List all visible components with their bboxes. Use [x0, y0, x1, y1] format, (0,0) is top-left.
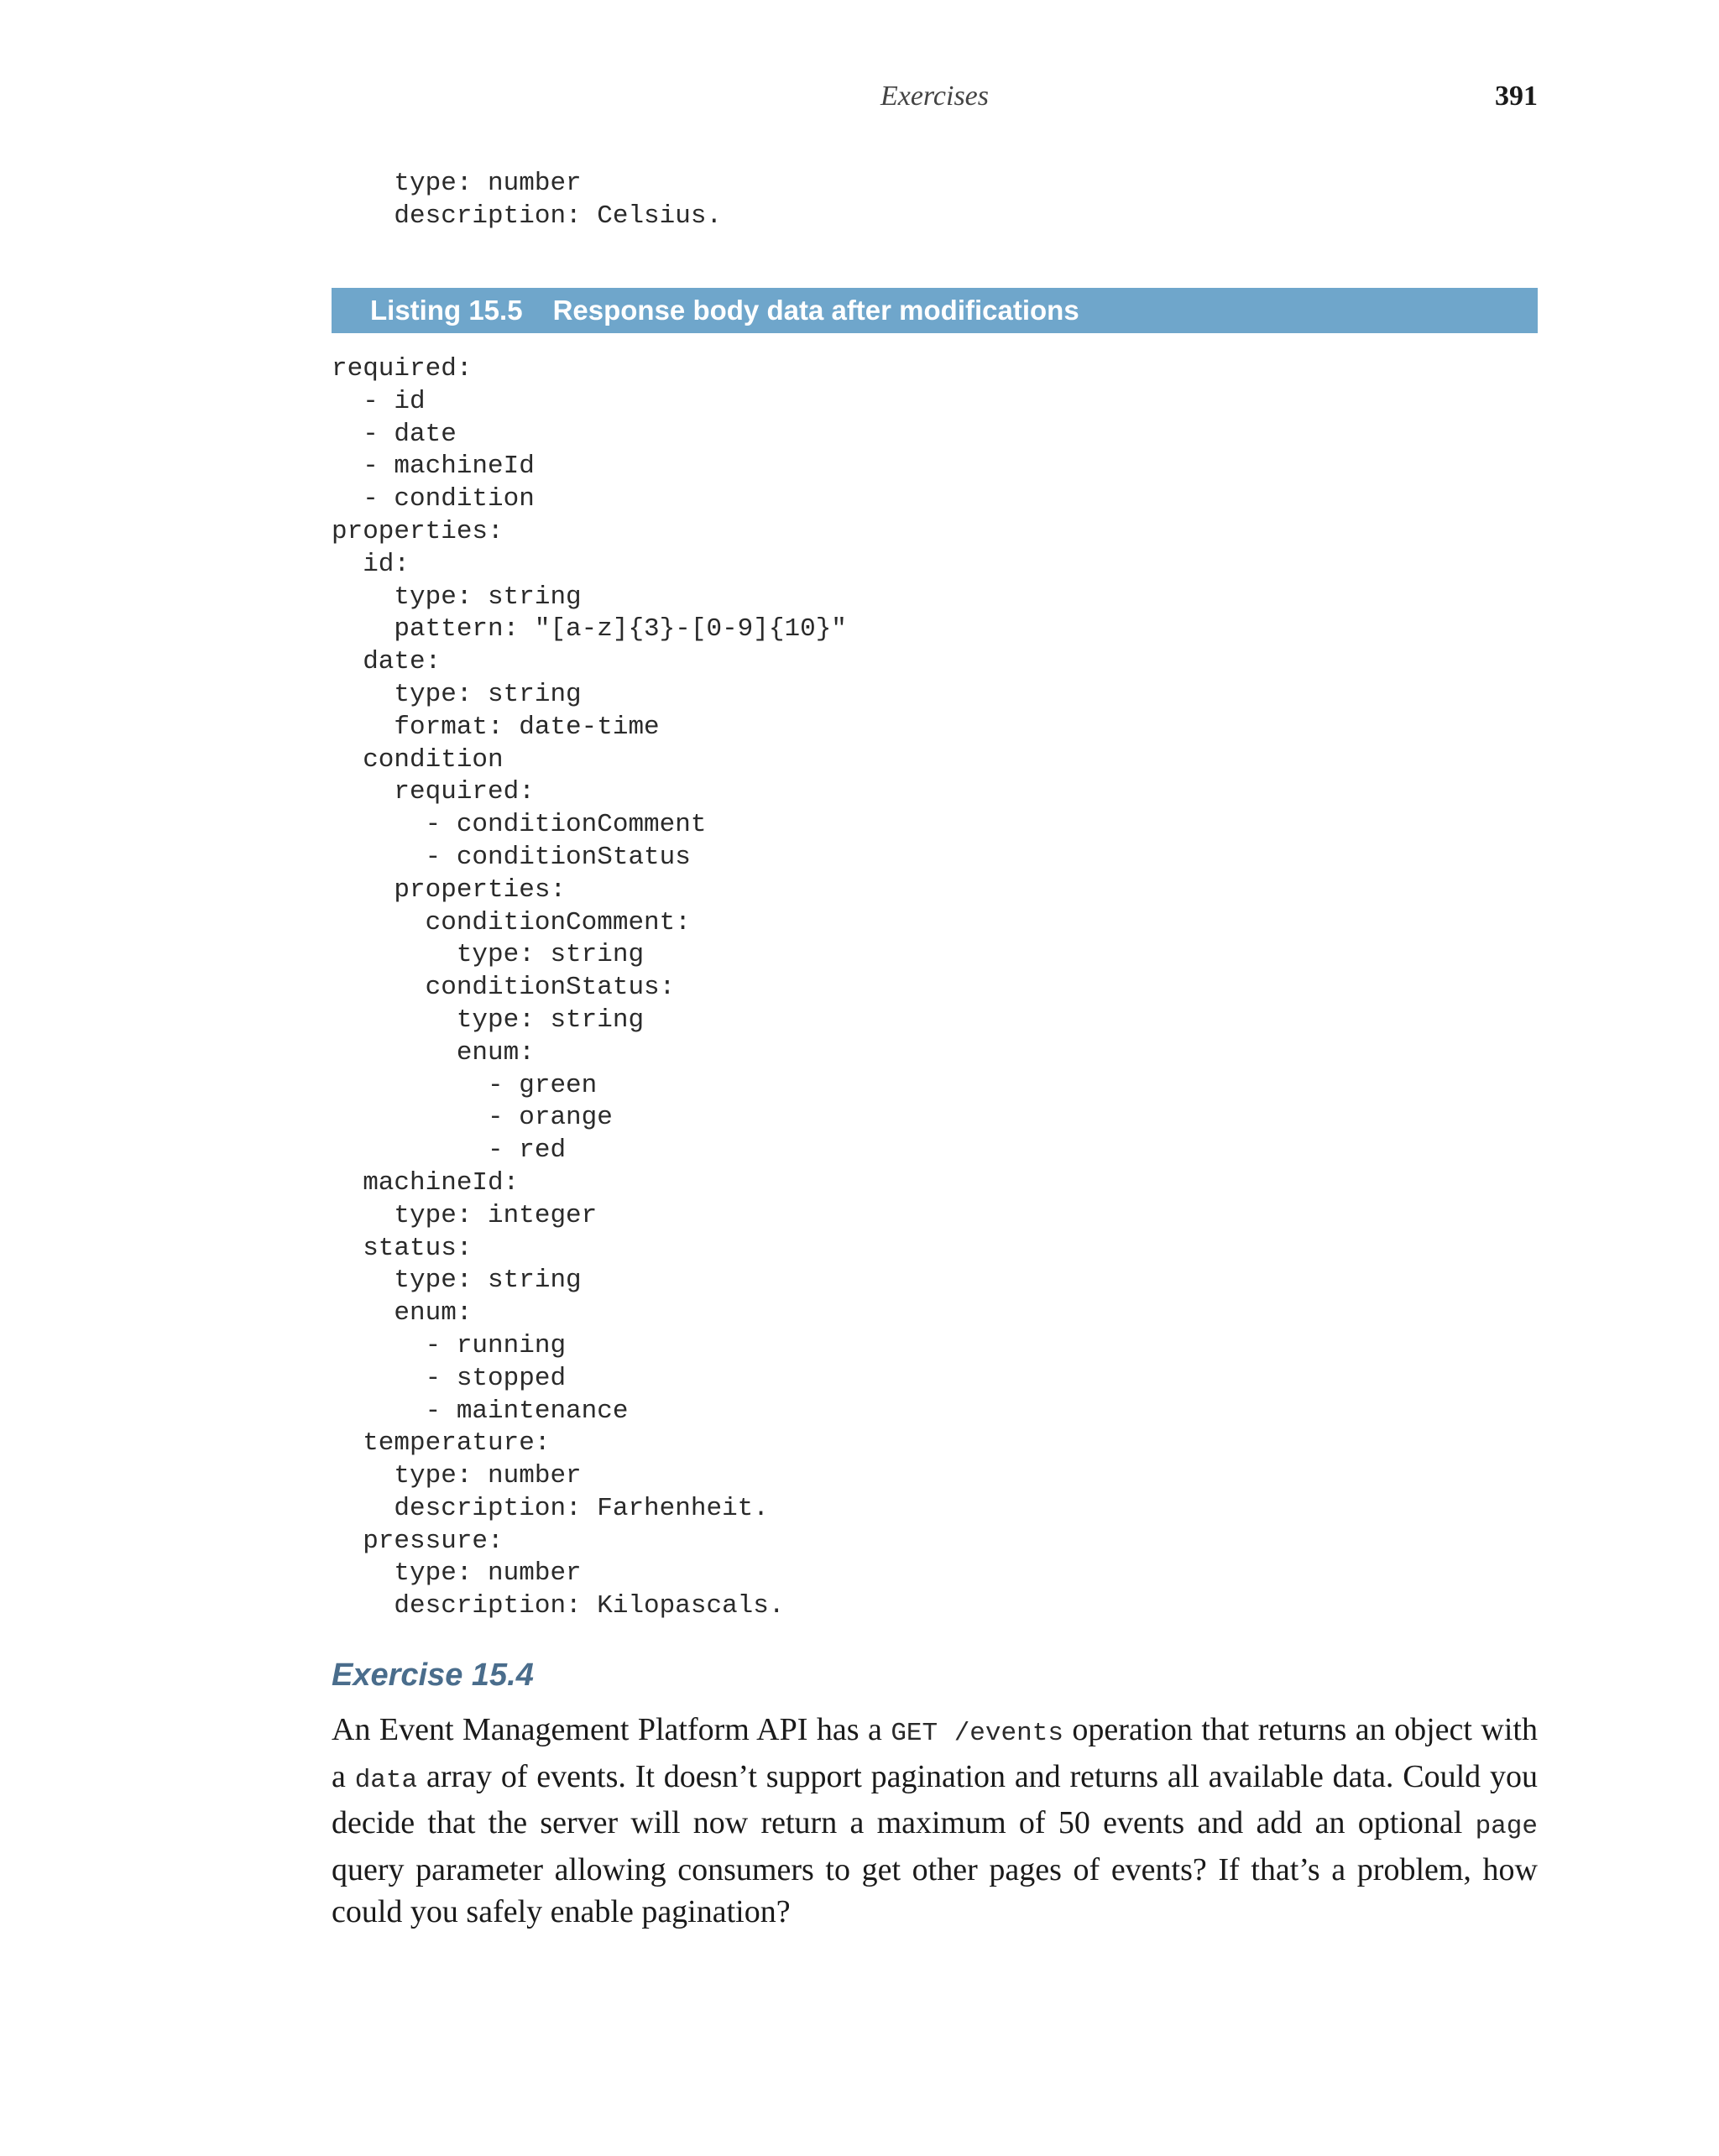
listing-number: Listing 15.5 — [370, 295, 523, 326]
exercise-heading: Exercise 15.4 — [332, 1657, 534, 1693]
listing-code: required: - id - date - machineId - condition properties: id: type: string pattern: "[a-z]{3}-[0-9]{10}" date: type: string format: date-time condition required: - conditionComment - conditionStatus properties: conditionComment: type: string conditionStatus: type: string enum: - green - orange - red machineId: type: integer status: type: string enum: - running - stopped - maintenance temperature: type: number description: Farhenheit. pressure: type: number description: Kilopascals. — [332, 354, 847, 1621]
inline-code: GET /events — [891, 1719, 1063, 1748]
running-head — [332, 81, 1538, 121]
page-number: 391 — [1495, 81, 1538, 112]
inline-code: page — [1475, 1812, 1538, 1841]
exercise-text: operation that returns an object with a — [332, 1712, 1538, 1794]
code-continuation: type: number description: Celsius. — [394, 169, 723, 231]
listing-title: Response body data after modifications — [552, 295, 1079, 326]
exercise-text: array of events. It doesn’t support pagination and returns all available data. Could you decide that the server will now return a maximum of 50 events and add an optional — [332, 1758, 1538, 1840]
listing-caption-bar — [332, 288, 1538, 333]
inline-code: data — [354, 1765, 418, 1795]
exercise-text: query parameter allowing consumers to get other pages of events? If that’s a problem, how could you safely enable pagination? — [332, 1851, 1538, 1929]
running-title: Exercises — [880, 81, 989, 112]
exercise-paragraph — [332, 1709, 1538, 1934]
exercise-text: An Event Management Platform API has a — [332, 1712, 891, 1747]
